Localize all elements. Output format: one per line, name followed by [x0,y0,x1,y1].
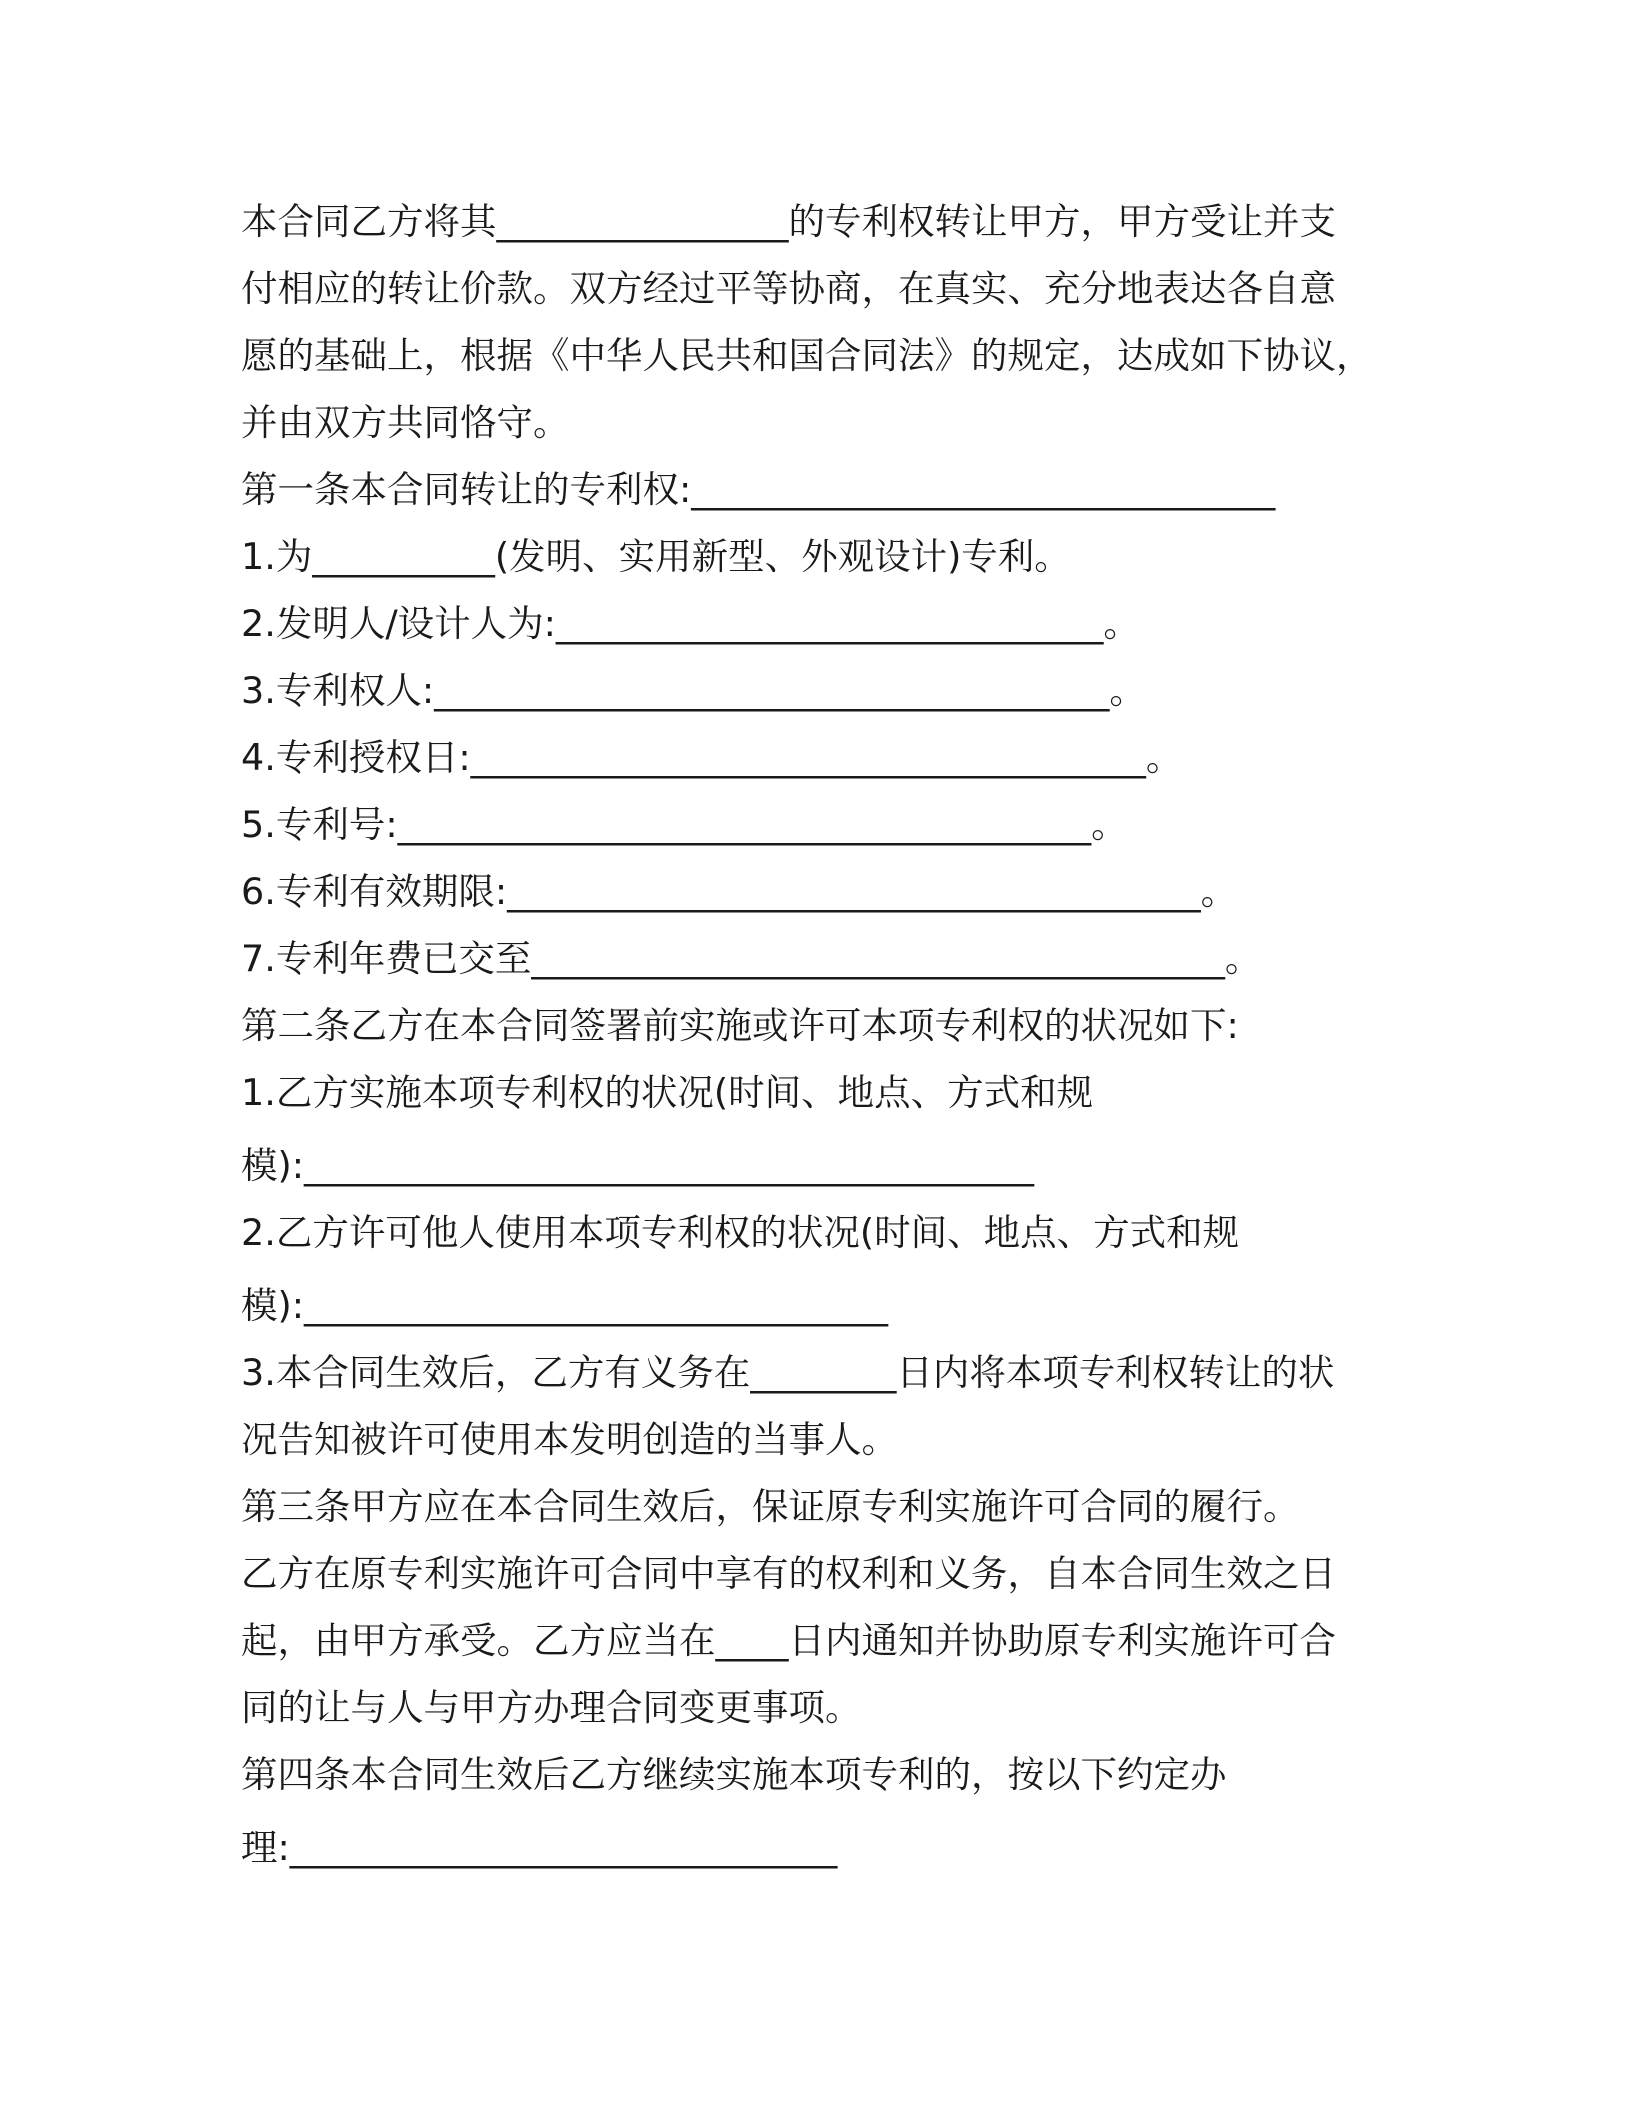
text-line: 模):________________________________ [241,1284,889,1327]
text-line: 同的让与人与甲方办理合同变更事项。 [241,1686,862,1729]
text-line: 乙方在原专利实施许可合同中享有的权利和义务，自本合同生效之日 [241,1552,1336,1595]
text-line: 况告知被许可使用本发明创造的当事人。 [241,1418,898,1461]
text-line: 7.专利年费已交至______________________________________。 [241,937,1262,980]
text-line: 模):________________________________________ [241,1144,1035,1187]
text-line: 理:______________________________ [241,1826,838,1869]
text-line: 3.专利权人:_____________________________________。 [241,669,1146,712]
article-heading: 第一条本合同转让的专利权:________________________________ [241,468,1276,511]
text-line: 5.专利号:______________________________________。 [241,803,1128,846]
text-line: 并由双方共同恪守。 [241,401,570,444]
document-page [241,188,1391,1881]
text-line: 1.为__________(发明、实用新型、外观设计)专利。 [241,535,1071,578]
text-line: 愿的基础上，根据《中华人民共和国合同法》的规定，达成如下协议， [241,334,1373,377]
text-line: 本合同乙方将其________________的专利权转让甲方，甲方受让并支 [241,200,1336,243]
article-heading: 第三条甲方应在本合同生效后，保证原专利实施许可合同的履行。 [241,1485,1300,1528]
text-line: 2.乙方许可他人使用本项专利权的状况(时间、地点、方式和规 [241,1211,1240,1254]
text-line: 3.本合同生效后，乙方有义务在________日内将本项专利权转让的状 [241,1351,1335,1394]
text-line: 6.专利有效期限:______________________________________。 [241,870,1238,913]
article-heading: 第四条本合同生效后乙方继续实施本项专利的，按以下约定办 [241,1753,1227,1796]
text-line: 起，由甲方承受。乙方应当在____日内通知并协助原专利实施许可合 [241,1619,1336,1662]
article-heading: 第二条乙方在本合同签署前实施或许可本项专利权的状况如下: [241,1004,1239,1047]
text-line: 1.乙方实施本项专利权的状况(时间、地点、方式和规 [241,1071,1094,1114]
text-line: 4.专利授权日:_____________________________________。 [241,736,1183,779]
text-line: 2.发明人/设计人为:______________________________。 [241,602,1140,645]
text-line: 付相应的转让价款。双方经过平等协商，在真实、充分地表达各自意 [241,267,1336,310]
